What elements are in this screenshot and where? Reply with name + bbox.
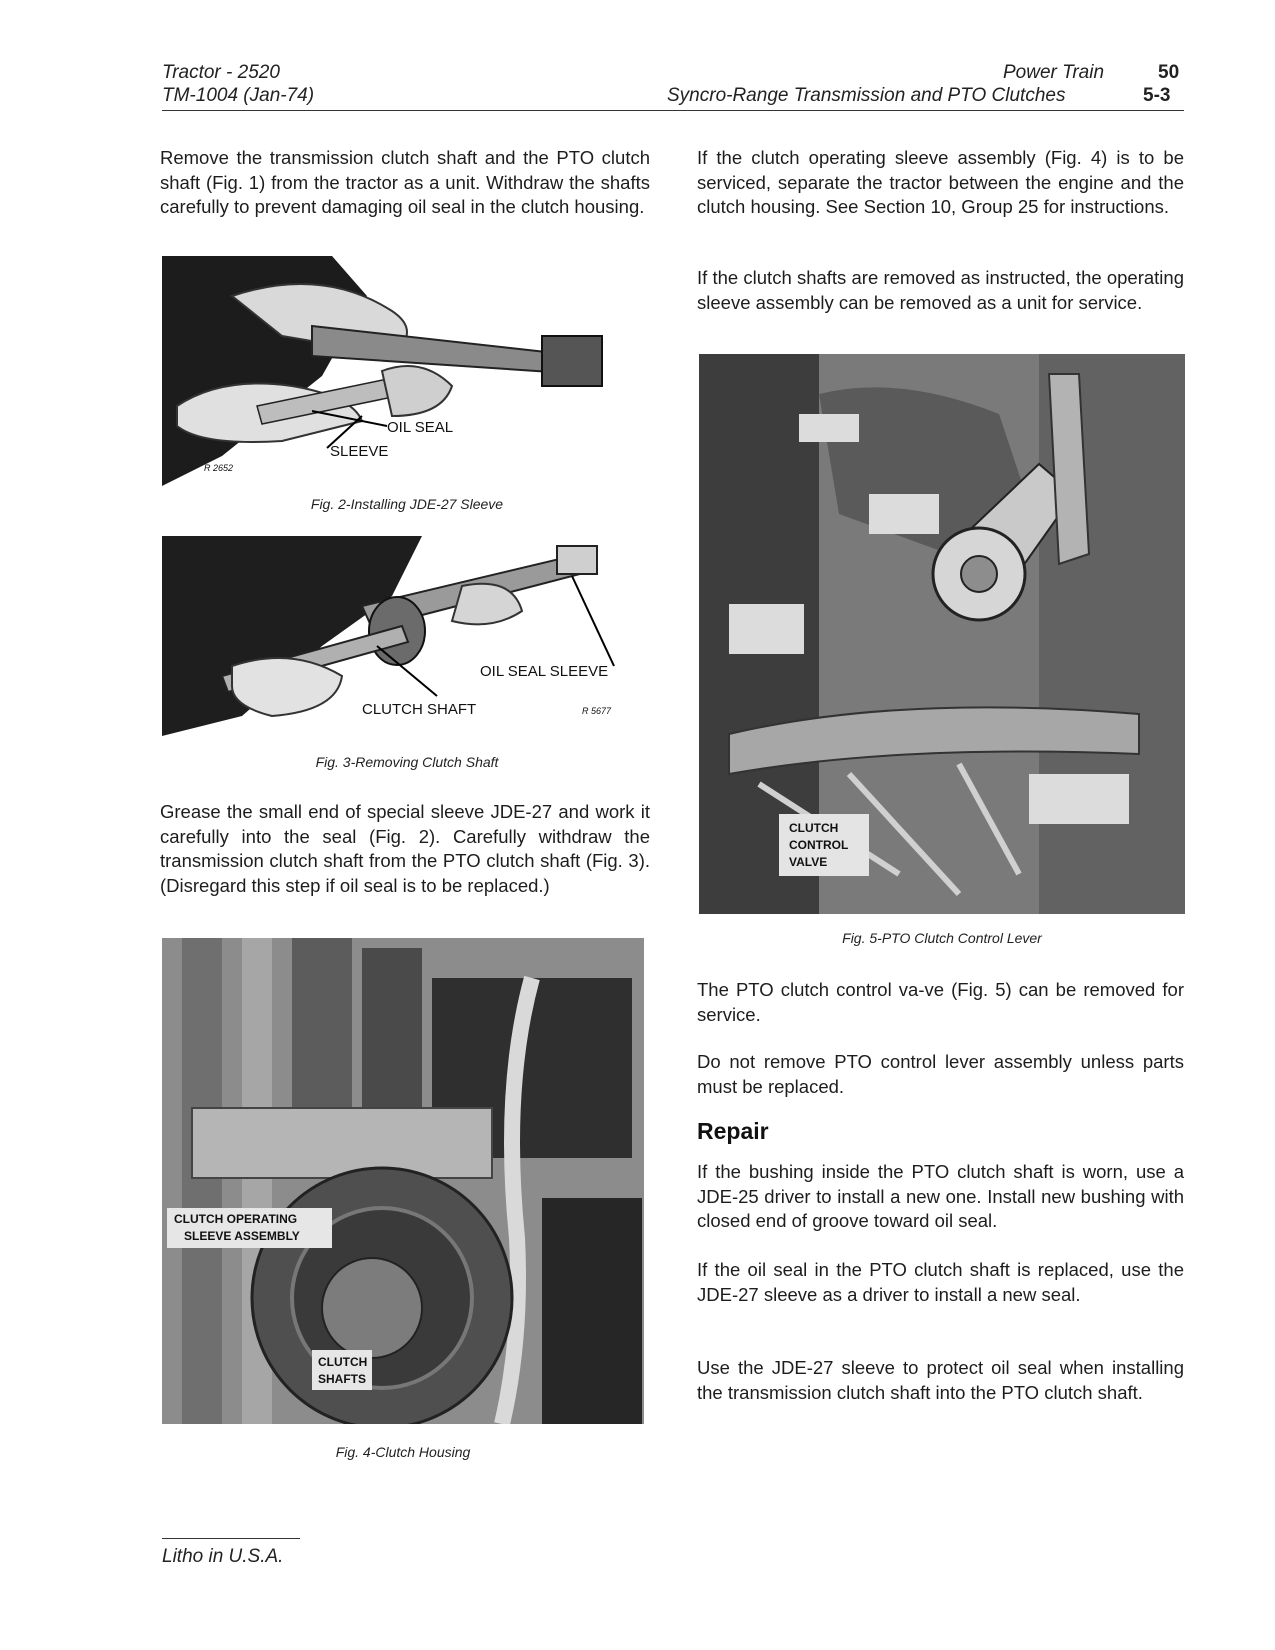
header-section-title: Syncro-Range Transmission and PTO Clutches <box>667 85 1066 106</box>
right-paragraph-3: The PTO clutch control va-ve (Fig. 5) can be removed for service. <box>697 979 1184 1025</box>
figure-4-photo <box>162 938 644 1424</box>
figure-5-caption: Fig. 5-PTO Clutch Control Lever <box>842 930 1042 946</box>
right-paragraph-1: If the clutch operating sleeve assembly (Fig. 4) is to be serviced, separate the tractor between the engine and the clutch housing. See Section 10, Group 25 for instructions. <box>697 147 1184 217</box>
header-section-number: 5-3 <box>1143 85 1171 106</box>
footer-text: Litho in U.S.A. <box>162 1546 284 1567</box>
fig3-ref-number: R 5677 <box>582 706 612 716</box>
fig4-label-sleeve-line2: SLEEVE ASSEMBLY <box>184 1229 300 1243</box>
figure-2-caption: Fig. 2-Installing JDE-27 Sleeve <box>310 496 504 512</box>
header-model: Tractor - 2520 <box>162 62 280 83</box>
fig2-label-sleeve: SLEEVE <box>330 443 389 460</box>
right-paragraph-2: If the clutch shafts are removed as instructed, the operating sleeve assembly can be removed as a unit for service. <box>697 267 1184 313</box>
repair-heading: Repair <box>697 1118 769 1144</box>
footer-rule <box>162 1538 300 1539</box>
fig2-label-oil-seal: OIL SEAL <box>387 419 454 436</box>
figure-3-photo <box>162 536 652 746</box>
repair-paragraph-2: If the oil seal in the PTO clutch shaft is replaced, use the JDE-27 sleeve as a driver to install a new seal. <box>697 1259 1184 1305</box>
figure-2-photo <box>162 256 652 486</box>
header-chapter-title: Power Train <box>1003 62 1105 83</box>
fig3-label-oil-seal-sleeve: OIL SEAL SLEEVE <box>480 663 609 680</box>
fig3-label-clutch-shaft: CLUTCH SHAFT <box>362 701 477 718</box>
fig4-label-shafts-line1: CLUTCH <box>318 1355 368 1369</box>
fig2-ref-number: R 2652 <box>204 463 234 473</box>
figure-5-photo <box>699 354 1185 914</box>
figure-3-caption: Fig. 3-Removing Clutch Shaft <box>315 754 499 770</box>
repair-paragraph-3: Use the JDE-27 sleeve to protect oil seal when installing the transmission clutch shaft into the PTO clutch shaft. <box>697 1357 1184 1403</box>
header-manual-id: TM-1004 (Jan-74) <box>162 85 315 106</box>
fig4-label-sleeve-line1: CLUTCH OPERATING <box>174 1212 298 1226</box>
right-paragraph-4: Do not remove PTO control lever assembly unless parts must be replaced. <box>697 1051 1184 1097</box>
fig5-label-line2: CONTROL <box>789 838 849 852</box>
header-rule <box>162 110 1184 111</box>
repair-paragraph-1: If the bushing inside the PTO clutch shaft is worn, use a JDE-25 driver to install a new one. Install new bushing with closed end of groove toward oil seal. <box>697 1161 1184 1231</box>
fig4-label-shafts-line2: SHAFTS <box>318 1372 366 1386</box>
figure-4-caption: Fig. 4-Clutch Housing <box>335 1444 471 1460</box>
header-page-number: 50 <box>1158 62 1180 83</box>
left-paragraph-2: Grease the small end of special sleeve JDE-27 and work it carefully into the seal (Fig. 2). Carefully withdraw the transmission clutch shaft from the PTO clutch shaft (Fig. 3). (Disregard this step if oil seal is to be replaced.) <box>160 801 650 896</box>
fig5-label-line3: VALVE <box>789 855 828 869</box>
fig5-label-line1: CLUTCH <box>789 821 839 835</box>
left-paragraph-1: Remove the transmission clutch shaft and the PTO clutch shaft (Fig. 1) from the tractor as a unit. Withdraw the shafts carefully to prevent damaging oil seal in the clutch housing. <box>160 147 650 217</box>
